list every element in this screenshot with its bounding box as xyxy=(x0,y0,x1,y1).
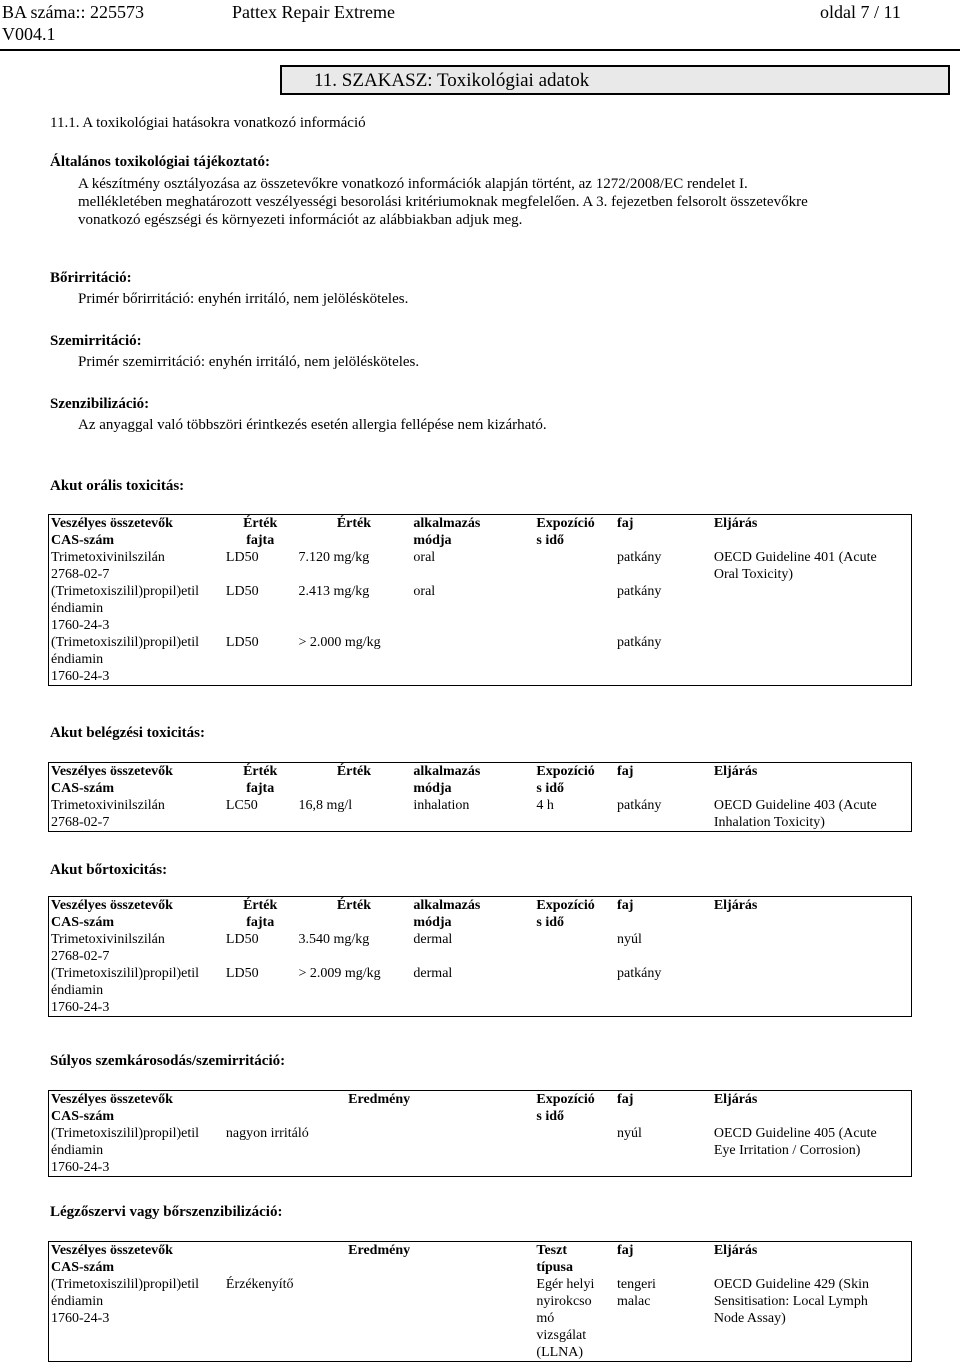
cell-species: patkány xyxy=(617,966,662,981)
col-value: Érték xyxy=(336,764,372,779)
col-species: faj xyxy=(617,1092,634,1107)
eye-heading: Szemirritáció: xyxy=(50,333,142,349)
cell-component: (Trimetoxiszilil)propil)etil éndiamin 1760-24-3 xyxy=(51,635,200,684)
cell-type: LC50 xyxy=(225,798,258,813)
cell-species: patkány xyxy=(617,584,662,599)
cell-type: LD50 xyxy=(225,584,259,599)
cell-component: (Trimetoxiszilil)propil)etil éndiamin 1760-24-3 xyxy=(51,584,200,633)
cell-component: (Trimetoxiszilil)propil)etil éndiamin 1760-24-3 xyxy=(51,966,200,1015)
cell-exposure xyxy=(534,583,615,634)
cell-method xyxy=(712,634,912,686)
cell-type: LD50 xyxy=(225,550,259,565)
oral-heading: Akut orális toxicitás: xyxy=(50,478,185,494)
cell-type: LD50 xyxy=(225,932,259,947)
cell-method: OECD Guideline 401 (Acute Oral Toxicity) xyxy=(713,550,877,582)
col-application: alkalmazás módja xyxy=(413,898,481,930)
col-exposure: Expozíció s idő xyxy=(536,1092,595,1124)
col-exposure: Expozíció s idő xyxy=(536,898,595,930)
table-row xyxy=(49,797,912,832)
cell-species: tengeri malac xyxy=(617,1277,656,1309)
col-component: Veszélyes összetevők CAS-szám xyxy=(51,764,173,796)
general-text xyxy=(78,175,938,229)
cell-exposure xyxy=(534,549,615,583)
col-species: faj xyxy=(617,516,634,531)
cell-exposure: 4 h xyxy=(536,798,554,813)
table-header-row xyxy=(49,1242,912,1277)
cell-application: oral xyxy=(413,550,436,565)
table-header-row xyxy=(49,897,912,932)
cell-exposure xyxy=(534,1125,615,1177)
cell-method: OECD Guideline 429 (Skin Sensitisation: Local Lymph Node Assay) xyxy=(713,1277,869,1326)
col-species: faj xyxy=(617,1243,634,1258)
skin-heading: Bőrirritáció: xyxy=(50,270,132,286)
col-value: Érték xyxy=(336,898,372,913)
cell-component: Trimetoxivinilszilán 2768-02-7 xyxy=(51,932,165,964)
eyedmg-table xyxy=(48,1090,912,1177)
col-value: Érték xyxy=(336,516,372,531)
table-row xyxy=(49,931,912,965)
cell-component: (Trimetoxiszilil)propil)etil éndiamin 1760-24-3 xyxy=(51,1277,200,1326)
col-method: Eljárás xyxy=(713,516,758,531)
cell-result: nagyon irritáló xyxy=(225,1126,309,1141)
cell-application: oral xyxy=(413,584,436,599)
col-result: Eredmény xyxy=(348,1243,411,1258)
col-value-type: Érték fajta xyxy=(243,898,278,930)
product-name: Pattex Repair Extreme xyxy=(232,2,395,22)
cell-species: nyúl xyxy=(617,1126,642,1141)
col-value-type: Érték fajta xyxy=(243,516,278,548)
cell-species: patkány xyxy=(617,635,662,650)
col-method: Eljárás xyxy=(713,1092,758,1107)
cell-type: LD50 xyxy=(225,966,259,981)
cell-value: 2.413 mg/kg xyxy=(298,584,370,599)
col-application: alkalmazás módja xyxy=(413,516,481,548)
cell-exposure xyxy=(534,965,615,1017)
eye-text: Primér szemirritáció: enyhén irritáló, nem jelölésköteles. xyxy=(78,354,420,370)
cell-species: patkány xyxy=(617,798,662,813)
oral-table xyxy=(48,514,912,686)
cell-result: Érzékenyítő xyxy=(225,1277,294,1292)
cell-method: OECD Guideline 403 (Acute Inhalation Toxicity) xyxy=(713,798,877,830)
table-header-row xyxy=(49,763,912,798)
table-header-row xyxy=(49,1091,912,1126)
subsection-title: 11.1. A toxikológiai hatásokra vonatkozó információ xyxy=(50,115,366,131)
sens-heading: Szenzibilizáció: xyxy=(50,396,150,412)
table-row xyxy=(49,1276,912,1362)
cell-value: > 2.000 mg/kg xyxy=(298,635,381,650)
general-line: vonatkozó egészségi és környezeti információt az alábbiakban adjuk meg. xyxy=(78,212,523,228)
table-header-row xyxy=(49,515,912,550)
cell-component: Trimetoxivinilszilán 2768-02-7 xyxy=(51,798,165,830)
resp-heading: Légzőszervi vagy bőrszenzibilizáció: xyxy=(50,1204,283,1220)
cell-type: LD50 xyxy=(225,635,259,650)
cell-method: OECD Guideline 405 (Acute Eye Irritation / Corrosion) xyxy=(713,1126,877,1158)
page-number: oldal 7 / 11 xyxy=(820,2,901,22)
cell-exposure xyxy=(534,634,615,686)
dermal-heading: Akut bőrtoxicitás: xyxy=(50,862,168,878)
col-value-type: Érték fajta xyxy=(243,764,278,796)
cell-value: > 2.009 mg/kg xyxy=(298,966,381,981)
cell-species: patkány xyxy=(617,550,662,565)
cell-method xyxy=(712,965,912,1017)
eyedmg-heading: Súlyos szemkárosodás/szemirritáció: xyxy=(50,1053,286,1069)
cell-value: 16,8 mg/l xyxy=(298,798,353,813)
table-row xyxy=(49,1125,912,1177)
general-line: A készítmény osztályozása az összetevőkre vonatkozó információk alapján történt, az 1272/2008/EC rendelet I. xyxy=(78,176,748,192)
cell-exposure xyxy=(534,931,615,965)
cell-method xyxy=(712,931,912,965)
sens-text: Az anyaggal való többszöri érintkezés esetén allergia fellépése nem kizárható. xyxy=(78,417,547,433)
resp-table xyxy=(48,1241,912,1362)
dermal-table xyxy=(48,896,912,1017)
col-component: Veszélyes összetevők CAS-szám xyxy=(51,1092,173,1124)
section-title: 11. SZAKASZ: Toxikológiai adatok xyxy=(314,70,590,91)
section-header-box xyxy=(280,65,950,95)
col-component: Veszélyes összetevők CAS-szám xyxy=(51,898,173,930)
cell-application: dermal xyxy=(413,966,453,981)
col-exposure: Expozíció s idő xyxy=(536,764,595,796)
table-row xyxy=(49,634,912,686)
table-row xyxy=(49,549,912,583)
col-species: faj xyxy=(617,764,634,779)
col-method: Eljárás xyxy=(713,898,758,913)
cell-application xyxy=(411,634,534,686)
cell-component: (Trimetoxiszilil)propil)etil éndiamin 1760-24-3 xyxy=(51,1126,200,1175)
col-result: Eredmény xyxy=(348,1092,411,1107)
cell-value: 7.120 mg/kg xyxy=(298,550,370,565)
col-application: alkalmazás módja xyxy=(413,764,481,796)
col-method: Eljárás xyxy=(713,1243,758,1258)
skin-text: Primér bőrirritáció: enyhén irritáló, nem jelölésköteles. xyxy=(78,291,409,307)
general-heading: Általános toxikológiai tájékoztató: xyxy=(50,154,270,170)
table-row xyxy=(49,583,912,634)
cell-species: nyúl xyxy=(617,932,642,947)
inhal-heading: Akut belégzési toxicitás: xyxy=(50,725,205,741)
col-component: Veszélyes összetevők CAS-szám xyxy=(51,1243,173,1275)
col-method: Eljárás xyxy=(713,764,758,779)
general-line: mellékletében meghatározott veszélyességi besorolási kritériumoknak megfelelően. A 3. fejezetben felsorolt összetevőkre xyxy=(78,194,808,210)
col-exposure: Expozíció s idő xyxy=(536,516,595,548)
header-rule xyxy=(0,49,960,51)
cell-application: inhalation xyxy=(413,798,470,813)
col-component: Veszélyes összetevők CAS-szám xyxy=(51,516,173,548)
cell-value: 3.540 mg/kg xyxy=(298,932,370,947)
cell-application: dermal xyxy=(413,932,453,947)
cell-test-type: Egér helyi nyirokcso mó vizsgálat (LLNA) xyxy=(536,1277,595,1360)
cell-method xyxy=(712,583,912,634)
inhal-table xyxy=(48,762,912,832)
cell-component: Trimetoxivinilszilán 2768-02-7 xyxy=(51,550,165,582)
doc-number: BA száma:: 225573 xyxy=(2,2,144,22)
col-species: faj xyxy=(617,898,634,913)
doc-version: V004.1 xyxy=(2,24,56,44)
col-test-type: Teszt típusa xyxy=(536,1243,573,1275)
table-row xyxy=(49,965,912,1017)
